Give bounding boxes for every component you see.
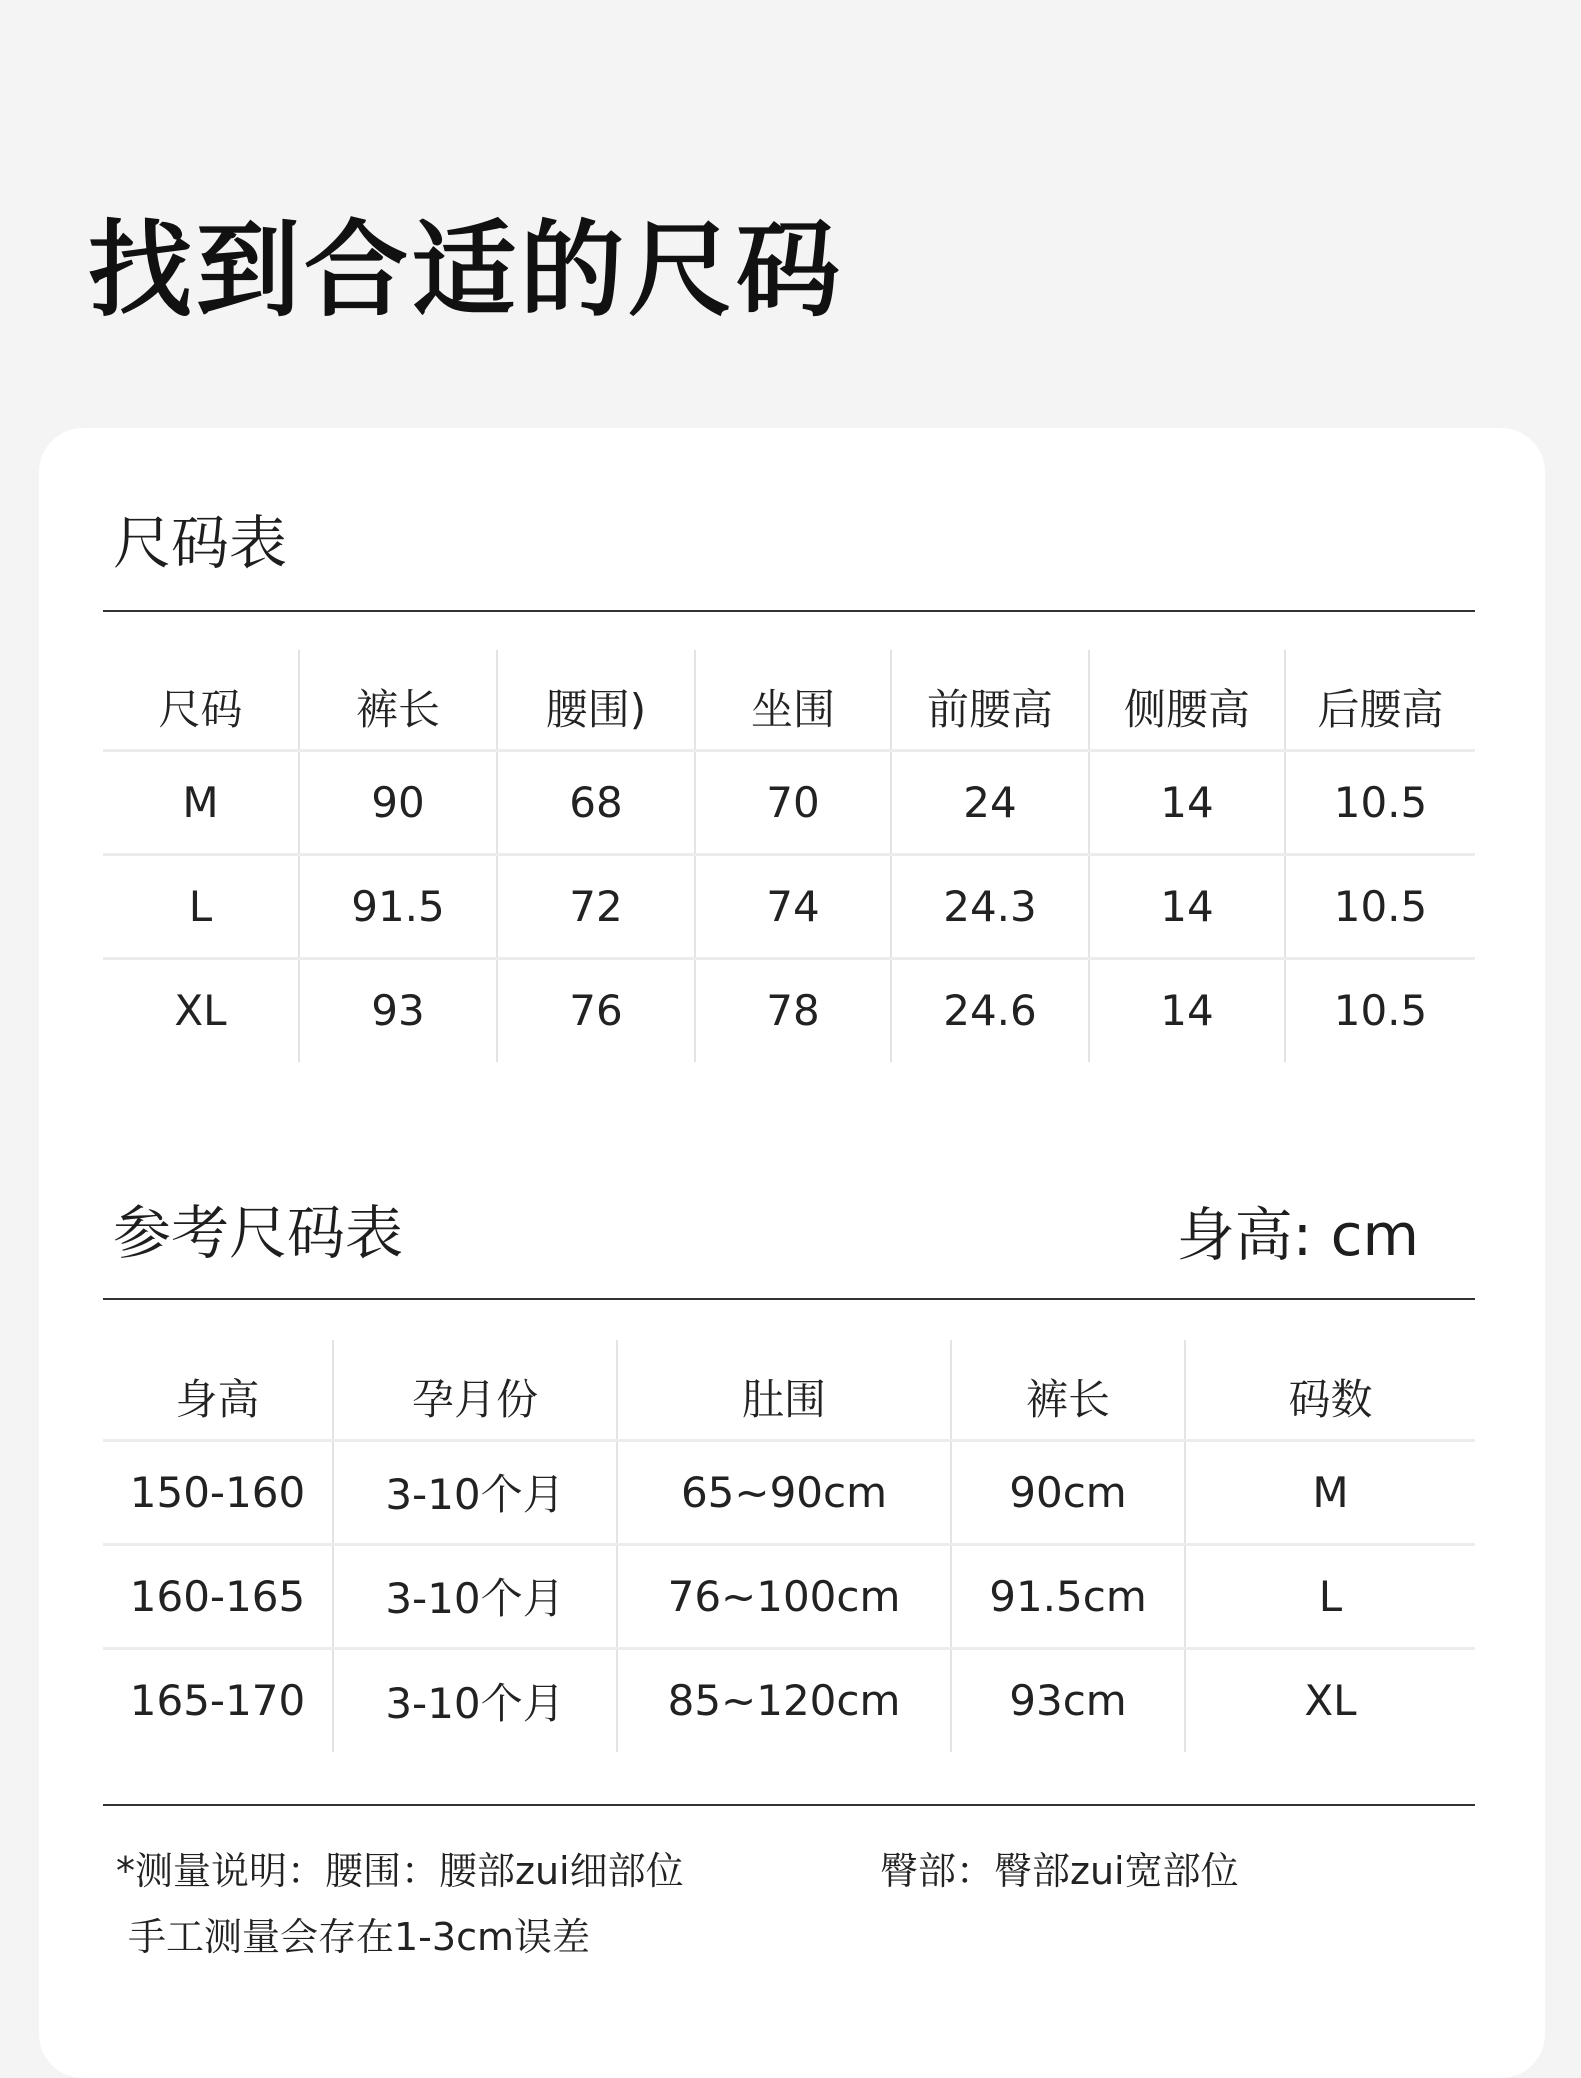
table-row xyxy=(103,1440,1475,1544)
column-header: 前腰高 xyxy=(891,650,1089,750)
table-cell: 78 xyxy=(695,958,891,1062)
table-row xyxy=(103,1544,1475,1648)
table-cell: 3-10个月 xyxy=(333,1544,617,1648)
table-cell: 24.3 xyxy=(891,854,1089,958)
table-cell: 14 xyxy=(1089,854,1285,958)
page-title: 找到合适的尺码 xyxy=(88,209,845,331)
table-cell: 3-10个月 xyxy=(333,1648,617,1752)
column-header: 腰围) xyxy=(497,650,695,750)
column-header: 孕月份 xyxy=(333,1340,617,1440)
reference-size-table xyxy=(103,1340,1475,1752)
table-cell: 10.5 xyxy=(1285,750,1475,854)
table-cell: 76~100cm xyxy=(617,1544,951,1648)
table-cell: 91.5 xyxy=(299,854,497,958)
table-row xyxy=(103,854,1475,958)
table-cell: 90 xyxy=(299,750,497,854)
table-cell: 90cm xyxy=(951,1440,1185,1544)
table-cell: L xyxy=(1185,1544,1475,1648)
table-cell: 24 xyxy=(891,750,1089,854)
table-row xyxy=(103,750,1475,854)
table-cell: 93cm xyxy=(951,1648,1185,1752)
measurement-note: *测量说明：腰围：腰部zui细部位 xyxy=(116,1849,684,1893)
error-note: 手工测量会存在1-3cm误差 xyxy=(128,1915,590,1959)
column-header: 裤长 xyxy=(299,650,497,750)
table-cell: 91.5cm xyxy=(951,1544,1185,1648)
table-cell: XL xyxy=(1185,1648,1475,1752)
size-table-header-row xyxy=(103,650,1475,750)
table-cell: 76 xyxy=(497,958,695,1062)
table-cell: 70 xyxy=(695,750,891,854)
table-cell: 74 xyxy=(695,854,891,958)
column-header: 侧腰高 xyxy=(1089,650,1285,750)
table-cell: 3-10个月 xyxy=(333,1440,617,1544)
size-table-header xyxy=(103,480,1475,612)
table-cell: M xyxy=(1185,1440,1475,1544)
table-cell: 10.5 xyxy=(1285,854,1475,958)
table-row xyxy=(103,1648,1475,1752)
reference-table-header-row xyxy=(103,1340,1475,1440)
table-cell: 160-165 xyxy=(103,1544,333,1648)
column-header: 尺码 xyxy=(103,650,299,750)
table-row xyxy=(103,958,1475,1062)
height-unit-note: 身高: cm xyxy=(1176,1201,1419,1269)
footer-divider xyxy=(103,1804,1475,1806)
table-cell: 150-160 xyxy=(129,1467,306,1517)
table-cell: 65~90cm xyxy=(617,1440,951,1544)
table-cell: M xyxy=(182,777,219,827)
column-header: 坐围 xyxy=(695,650,891,750)
size-table-title: 尺码表 xyxy=(113,509,288,577)
table-cell: 85~120cm xyxy=(617,1648,951,1752)
column-header: 身高 xyxy=(103,1340,333,1440)
table-cell: 24.6 xyxy=(891,958,1089,1062)
table-cell: L xyxy=(103,854,299,958)
table-cell: 14 xyxy=(1089,750,1285,854)
table-cell: 10.5 xyxy=(1285,958,1475,1062)
reference-table-title: 参考尺码表 xyxy=(113,1199,404,1267)
column-header: 裤长 xyxy=(951,1340,1185,1440)
table-cell: 165-170 xyxy=(103,1648,333,1752)
column-header: 码数 xyxy=(1185,1340,1475,1440)
table-cell: XL xyxy=(103,958,299,1062)
reference-table-header xyxy=(103,1170,1475,1300)
column-header: 肚围 xyxy=(617,1340,951,1440)
hip-note: 臀部：臀部zui宽部位 xyxy=(880,1849,1239,1893)
table-cell: 93 xyxy=(299,958,497,1062)
column-header: 后腰高 xyxy=(1285,650,1475,750)
size-table xyxy=(103,650,1475,1062)
table-cell: 14 xyxy=(1089,958,1285,1062)
table-cell: 72 xyxy=(497,854,695,958)
table-cell: 68 xyxy=(497,750,695,854)
